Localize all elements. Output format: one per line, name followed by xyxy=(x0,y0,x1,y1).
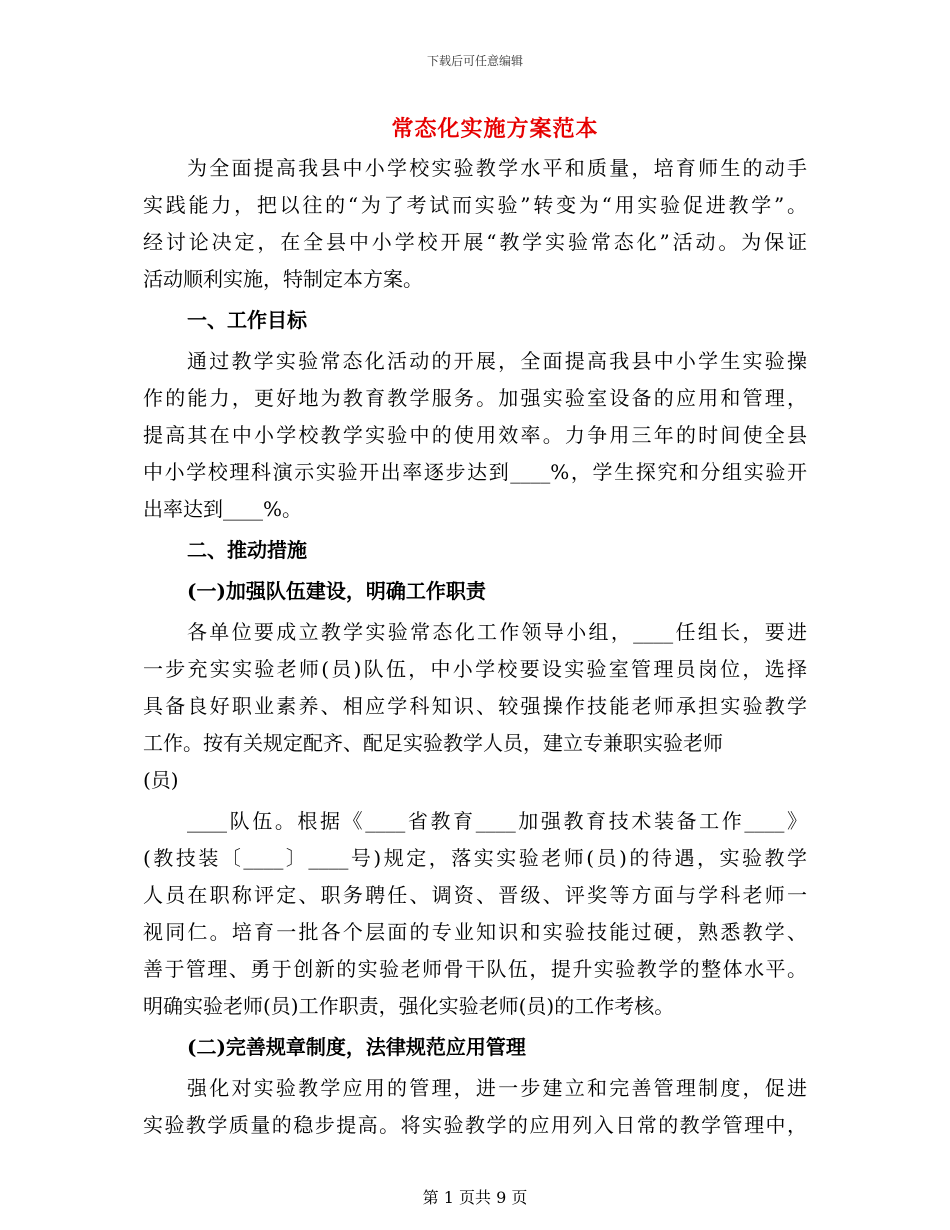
subsection-heading-team: (一)加强队伍建设，明确工作职责 xyxy=(187,579,486,603)
paragraph-line: 通过教学实验常态化活动的开展，全面提高我县中小学生实验操 xyxy=(187,349,807,373)
document-body xyxy=(143,150,807,1144)
paragraph-line: 一步充实实验老师(员)队伍，中小学校要设实验室管理员岗位，选择 xyxy=(143,657,807,681)
paragraph-line: 活动顺利实施，特制定本方案。 xyxy=(143,267,423,291)
header-note: 下载后可任意编辑 xyxy=(426,54,523,68)
paragraph-line: 实验教学质量的稳步提高。将实验教学的应用列入日常的教学管理中， xyxy=(143,1113,807,1137)
paragraph-line: ____队伍。根据《____省教育____加强教育技术装备工作____》 xyxy=(187,809,807,833)
paragraph-line: 出率达到____%。 xyxy=(143,497,303,521)
section-heading-goal: 一、工作目标 xyxy=(187,308,307,332)
paragraph-line: 工作。按有关规定配齐、配足实验教学人员，建立专兼职实验老师 xyxy=(143,731,723,755)
paragraph-line: 中小学校理科演示实验开出率逐步达到____%，学生探究和分组实验开 xyxy=(143,460,807,484)
paragraph-line: 提高其在中小学校教学实验中的使用效率。力争用三年的时间使全县 xyxy=(143,423,807,447)
paragraph-line: 善于管理、勇于创新的实验老师骨干队伍，提升实验教学的整体水平。 xyxy=(143,957,807,981)
page-footer: 第 1 页共 9 页 xyxy=(422,1188,528,1207)
paragraph-line: 强化对实验教学应用的管理，进一步建立和完善管理制度，促进 xyxy=(187,1076,807,1100)
paragraph-line: 视同仁。培育一批各个层面的专业知识和实验技能过硬，熟悉教学、 xyxy=(143,920,807,944)
paragraph-line: 各单位要成立教学实验常态化工作领导小组，____任组长，要进 xyxy=(187,620,807,644)
paragraph-line: 经讨论决定，在全县中小学校开展“教学实验常态化”活动。为保证 xyxy=(143,230,807,254)
document-title: 常态化实施方案范本 xyxy=(391,116,599,142)
paragraph-line: 作的能力，更好地为教育教学服务。加强实验室设备的应用和管理， xyxy=(143,386,807,410)
paragraph-line: 人员在职称评定、职务聘任、调资、晋级、评奖等方面与学科老师一 xyxy=(143,883,807,907)
paragraph-line: (教技装〔____〕____号)规定，落实实验老师(员)的待遇，实验教学 xyxy=(143,846,807,870)
paragraph-line: 实践能力，把以往的“为了考试而实验”转变为“用实验促进教学”。 xyxy=(143,193,807,217)
paragraph-line: (员) xyxy=(143,768,179,792)
subsection-heading-rules: (二)完善规章制度，法律规范应用管理 xyxy=(187,1035,526,1059)
section-heading-measures: 二、推动措施 xyxy=(187,538,307,562)
paragraph-line: 具备良好职业素养、相应学科知识、较强操作技能老师承担实验教学 xyxy=(143,694,807,718)
paragraph-line: 明确实验老师(员)工作职责，强化实验老师(员)的工作考核。 xyxy=(143,994,675,1018)
paragraph-line: 为全面提高我县中小学校实验教学水平和质量，培育师生的动手 xyxy=(187,156,807,180)
